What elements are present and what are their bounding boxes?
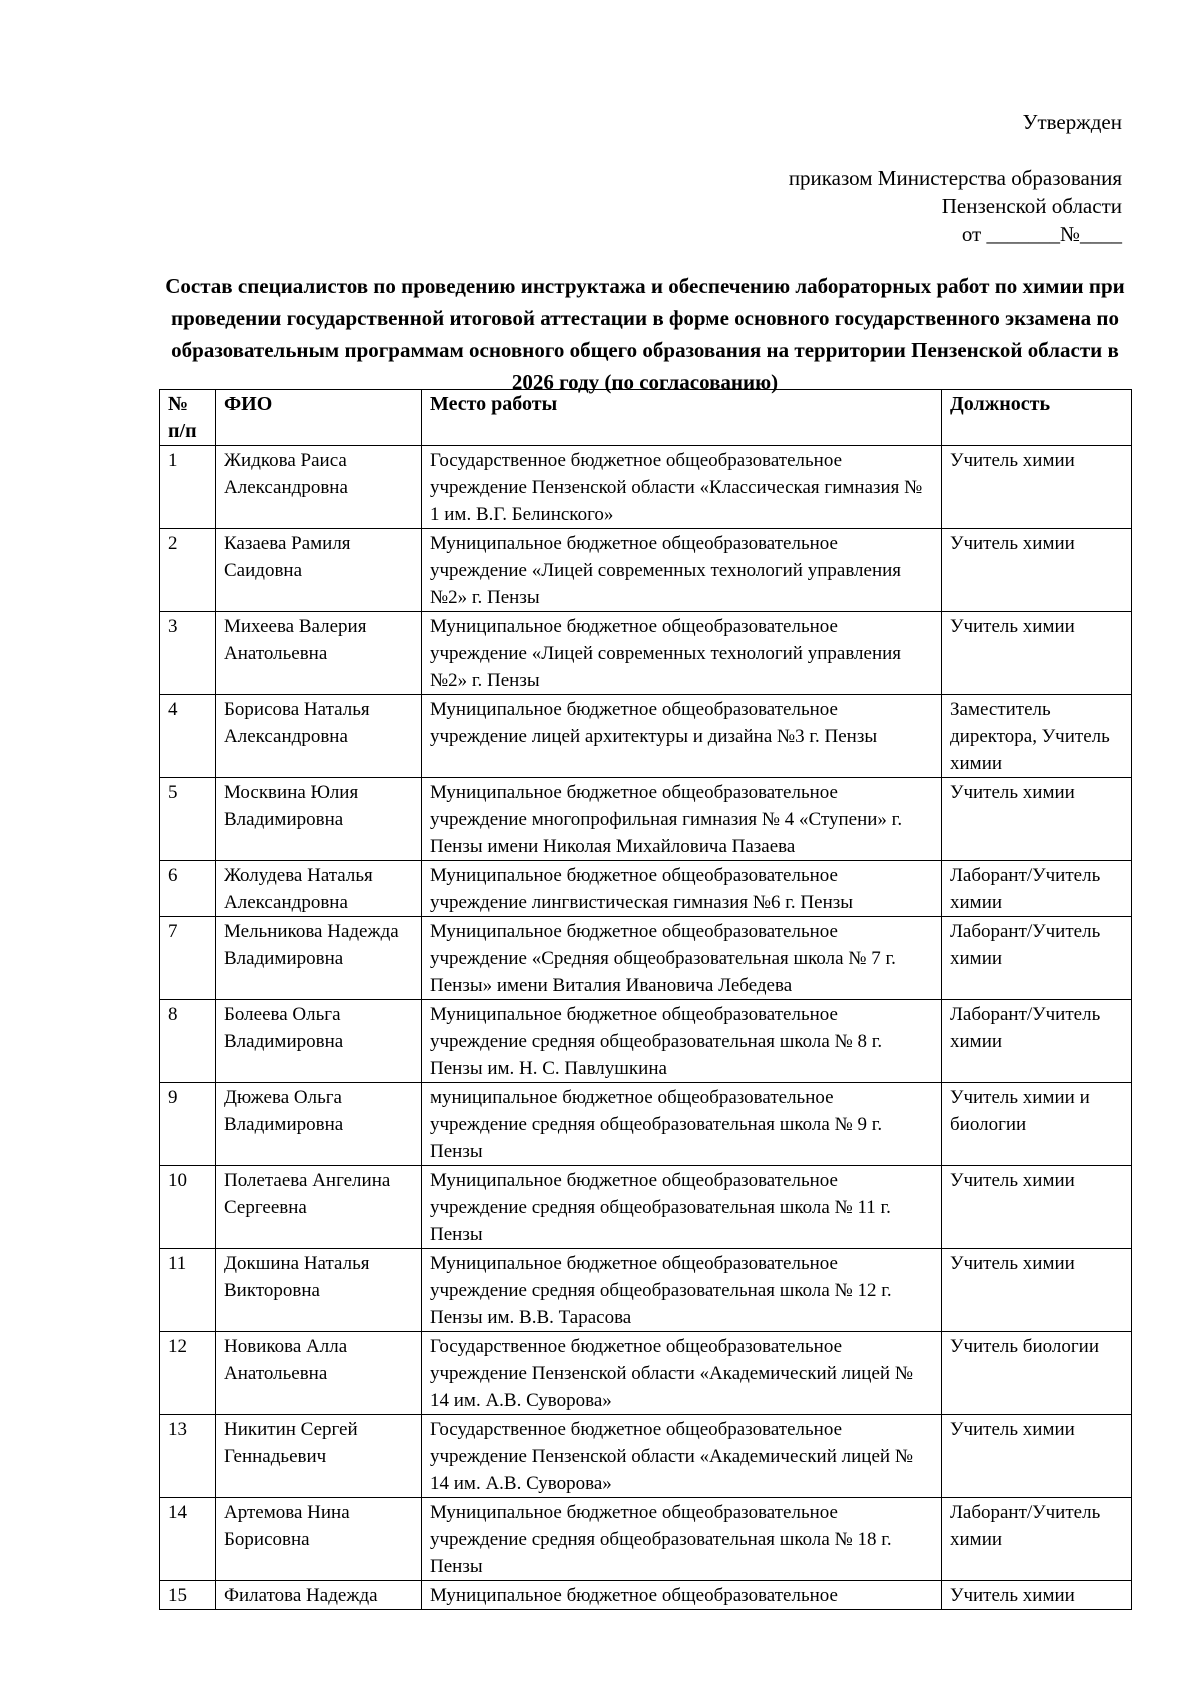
cell-number: 1 bbox=[160, 446, 216, 529]
cell-number: 9 bbox=[160, 1083, 216, 1166]
cell-workplace: Муниципальное бюджетное общеобразовательное учреждение средняя общеобразовательная школа № 11 г. Пензы bbox=[422, 1166, 942, 1249]
table-row bbox=[160, 1332, 1132, 1415]
cell-workplace: Муниципальное бюджетное общеобразовательное учреждение многопрофильная гимназия № 4 «Ступени» г. Пензы имени Николая Михайловича Пазаева bbox=[422, 778, 942, 861]
cell-number: 8 bbox=[160, 1000, 216, 1083]
cell-workplace: Муниципальное бюджетное общеобразовательное bbox=[422, 1581, 942, 1610]
cell-position: Учитель химии bbox=[942, 1249, 1132, 1332]
table-body bbox=[160, 446, 1132, 1610]
cell-name: Болеева Ольга Владимировна bbox=[216, 1000, 422, 1083]
cell-number: 6 bbox=[160, 861, 216, 917]
cell-workplace: Государственное бюджетное общеобразовательное учреждение Пензенской области «Академический лицей № 14 им. А.В. Суворова» bbox=[422, 1415, 942, 1498]
table-row bbox=[160, 1498, 1132, 1581]
table-row bbox=[160, 446, 1132, 529]
cell-name: Дюжева Ольга Владимировна bbox=[216, 1083, 422, 1166]
table-row bbox=[160, 861, 1132, 917]
table-row bbox=[160, 612, 1132, 695]
cell-position: Учитель химии bbox=[942, 1166, 1132, 1249]
cell-workplace: муниципальное бюджетное общеобразовательное учреждение средняя общеобразовательная школа № 9 г. Пензы bbox=[422, 1083, 942, 1166]
cell-name: Москвина Юлия Владимировна bbox=[216, 778, 422, 861]
cell-position: Учитель биологии bbox=[942, 1332, 1132, 1415]
header-position: Должность bbox=[942, 390, 1132, 446]
table-row bbox=[160, 1166, 1132, 1249]
table-row bbox=[160, 1083, 1132, 1166]
cell-position: Учитель химии bbox=[942, 1581, 1132, 1610]
cell-workplace: Государственное бюджетное общеобразовательное учреждение Пензенской области «Классическая гимназия № 1 им. В.Г. Белинского» bbox=[422, 446, 942, 529]
cell-number: 7 bbox=[160, 917, 216, 1000]
table-row bbox=[160, 1249, 1132, 1332]
cell-workplace: Муниципальное бюджетное общеобразовательное учреждение лингвистическая гимназия №6 г. Пензы bbox=[422, 861, 942, 917]
cell-workplace: Муниципальное бюджетное общеобразовательное учреждение «Лицей современных технологий управления №2» г. Пензы bbox=[422, 612, 942, 695]
specialists-table bbox=[159, 389, 1132, 1610]
cell-position: Учитель химии bbox=[942, 446, 1132, 529]
cell-workplace: Муниципальное бюджетное общеобразовательное учреждение средняя общеобразовательная школа № 12 г. Пензы им. В.В. Тарасова bbox=[422, 1249, 942, 1332]
cell-name: Артемова Нина Борисовна bbox=[216, 1498, 422, 1581]
approval-region: Пензенской области bbox=[941, 194, 1122, 218]
table-header-row bbox=[160, 390, 1132, 446]
document-title: Состав специалистов по проведению инструктажа и обеспечению лабораторных работ по химии при проведении государственной итоговой аттестации в форме основного государственного экзамена по образовательным программам основного общего образования на территории Пензенской области в 2026 году (по согласованию) bbox=[165, 274, 1125, 394]
cell-name: Казаева Рамиля Саидовна bbox=[216, 529, 422, 612]
table-row bbox=[160, 529, 1132, 612]
approval-title: Утвержден bbox=[1022, 110, 1122, 134]
cell-position: Учитель химии bbox=[942, 529, 1132, 612]
approval-spacer bbox=[602, 136, 1122, 164]
table-row bbox=[160, 1000, 1132, 1083]
cell-name: Никитин Сергей Геннадьевич bbox=[216, 1415, 422, 1498]
approval-order: приказом Министерства образования bbox=[788, 166, 1122, 190]
cell-number: 5 bbox=[160, 778, 216, 861]
cell-name: Жолудева Наталья Александровна bbox=[216, 861, 422, 917]
cell-position: Учитель химии bbox=[942, 612, 1132, 695]
table-row bbox=[160, 778, 1132, 861]
cell-workplace: Муниципальное бюджетное общеобразовательное учреждение лицей архитектуры и дизайна №3 г. Пензы bbox=[422, 695, 942, 778]
cell-name: Докшина Наталья Викторовна bbox=[216, 1249, 422, 1332]
cell-number: 11 bbox=[160, 1249, 216, 1332]
cell-name: Полетаева Ангелина Сергеевна bbox=[216, 1166, 422, 1249]
cell-name: Борисова Наталья Александровна bbox=[216, 695, 422, 778]
cell-workplace: Муниципальное бюджетное общеобразовательное учреждение «Лицей современных технологий управления №2» г. Пензы bbox=[422, 529, 942, 612]
cell-number: 14 bbox=[160, 1498, 216, 1581]
cell-position: Учитель химии bbox=[942, 1415, 1132, 1498]
cell-number: 3 bbox=[160, 612, 216, 695]
cell-position: Лаборант/Учитель химии bbox=[942, 861, 1132, 917]
table-row bbox=[160, 1415, 1132, 1498]
cell-name: Михеева Валерия Анатольевна bbox=[216, 612, 422, 695]
table-row bbox=[160, 1581, 1132, 1610]
cell-number: 2 bbox=[160, 529, 216, 612]
header-name: ФИО bbox=[216, 390, 422, 446]
approval-block bbox=[602, 108, 1122, 248]
cell-workplace: Муниципальное бюджетное общеобразовательное учреждение средняя общеобразовательная школа № 18 г. Пензы bbox=[422, 1498, 942, 1581]
cell-number: 12 bbox=[160, 1332, 216, 1415]
cell-name: Мельникова Надежда Владимировна bbox=[216, 917, 422, 1000]
cell-name: Жидкова Раиса Александровна bbox=[216, 446, 422, 529]
cell-position: Учитель химии и биологии bbox=[942, 1083, 1132, 1166]
approval-date-number: от _______№____ bbox=[961, 222, 1122, 246]
cell-name: Новикова Алла Анатольевна bbox=[216, 1332, 422, 1415]
cell-number: 15 bbox=[160, 1581, 216, 1610]
cell-workplace: Муниципальное бюджетное общеобразовательное учреждение «Средняя общеобразовательная школа № 7 г. Пензы» имени Виталия Ивановича Лебедева bbox=[422, 917, 942, 1000]
cell-position: Заместитель директора, Учитель химии bbox=[942, 695, 1132, 778]
cell-name: Филатова Надежда bbox=[216, 1581, 422, 1610]
table-row bbox=[160, 917, 1132, 1000]
table-row bbox=[160, 695, 1132, 778]
cell-position: Лаборант/Учитель химии bbox=[942, 917, 1132, 1000]
cell-workplace: Муниципальное бюджетное общеобразовательное учреждение средняя общеобразовательная школа № 8 г. Пензы им. Н. С. Павлушкина bbox=[422, 1000, 942, 1083]
cell-position: Учитель химии bbox=[942, 778, 1132, 861]
cell-position: Лаборант/Учитель химии bbox=[942, 1498, 1132, 1581]
header-number: № п/п bbox=[160, 390, 216, 446]
header-workplace: Место работы bbox=[422, 390, 942, 446]
cell-workplace: Государственное бюджетное общеобразовательное учреждение Пензенской области «Академический лицей № 14 им. А.В. Суворова» bbox=[422, 1332, 942, 1415]
cell-number: 4 bbox=[160, 695, 216, 778]
cell-number: 10 bbox=[160, 1166, 216, 1249]
cell-number: 13 bbox=[160, 1415, 216, 1498]
cell-position: Лаборант/Учитель химии bbox=[942, 1000, 1132, 1083]
